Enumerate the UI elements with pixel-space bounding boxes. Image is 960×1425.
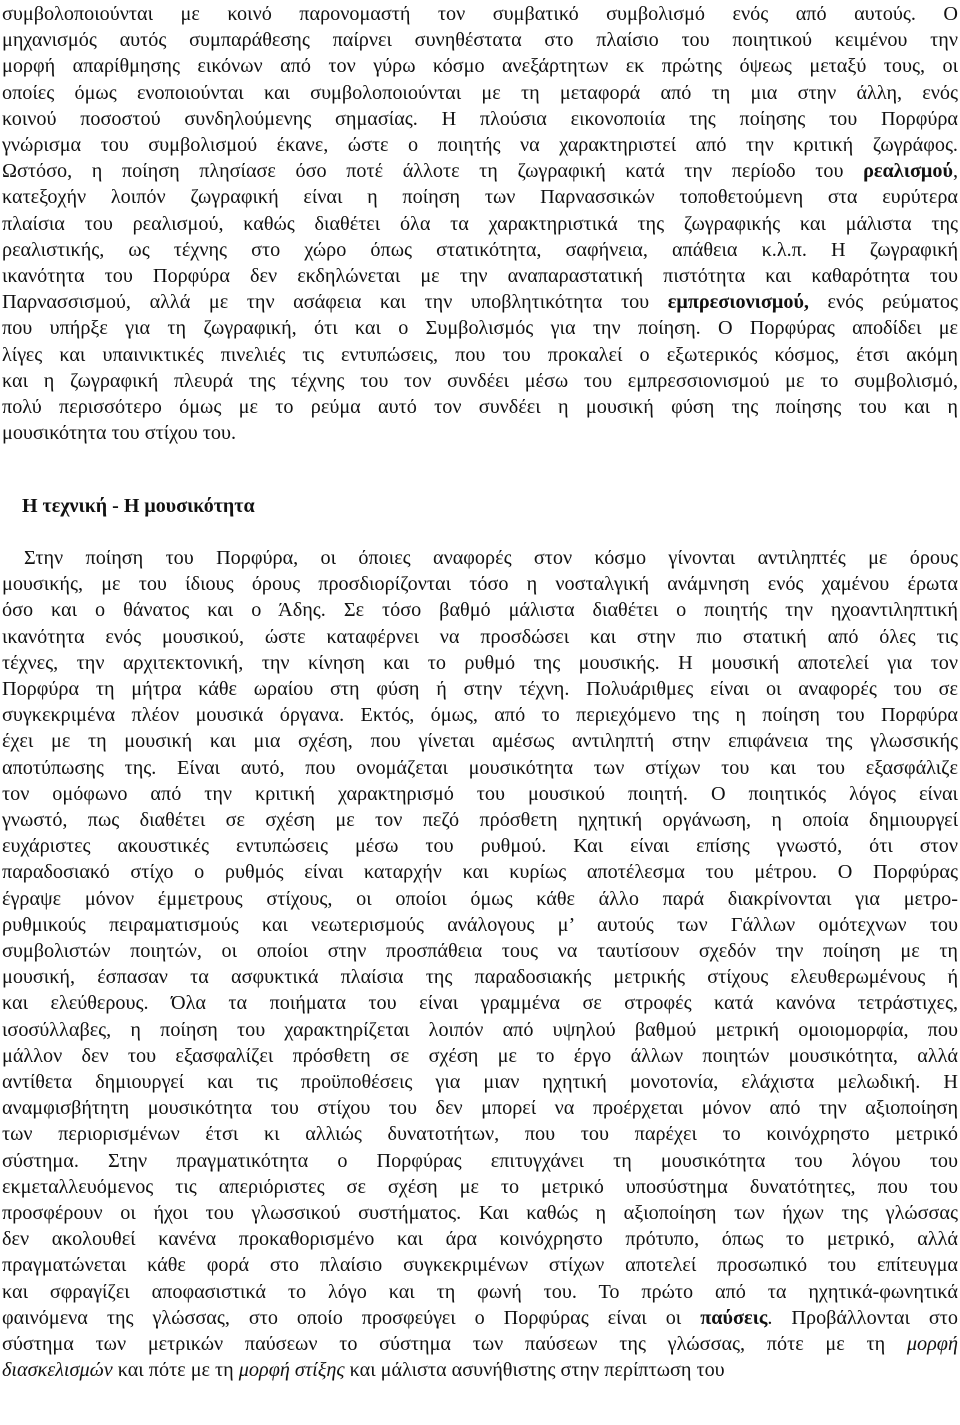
- text-segment: τέχνες, την αρχιτεκτονική, την κίνηση και το ρυθμό της μουσικής. Η μουσική αποτελεί για τον: [2, 651, 958, 674]
- text-line: [2, 211, 960, 237]
- text-line: [2, 912, 960, 938]
- text-segment: συμβολιστών ποιητών, οι οποίοι στην προσπάθεια τους να ταυτίσουν σχεδόν την ποίηση με τη: [2, 940, 958, 962]
- text-segment: και σφραγίζει αποφασιστικά το λόγο και τη φωνή του. Το πρώτο από τα ηχητικά-φωνητικά: [2, 1280, 958, 1303]
- text-line: [2, 964, 960, 990]
- text-line: [2, 368, 960, 394]
- text-segment: μάλλον δεν του εξασφαλίζει πρόσθετη σε σχέση με το έργο άλλων ποιητών μουσικότητα, αλλά: [2, 1044, 958, 1067]
- bold-term: εμπρεσιονισμού,: [667, 291, 809, 314]
- text-segment: μουσικότητα του στίχου του.: [2, 422, 237, 445]
- text-segment: κατεξοχήν λοιπόν ζωγραφική είναι η ποίηση των Παρνασσικών τοποθετούμενη στα ευρύτερα: [2, 186, 958, 209]
- text-segment: Παρνασσισμού, αλλά με την ασάφεια και την υποβλητικότητα του: [2, 291, 668, 314]
- text-line: [2, 1, 960, 27]
- text-segment: και πότε με τη: [112, 1359, 239, 1382]
- text-segment: πολύ περισσότερο όμως με το ρεύμα αυτό τον συνδέει η μουσική φύση της ποίησης του και η: [2, 396, 958, 418]
- text-segment: αναμφισβήτητη μουσικότητα του στίχου του δεν μπορεί να προέρχεται μόνον από την αξιοποίηση: [2, 1097, 958, 1120]
- text-segment: φαινόμενα της γλώσσας, στο οποίο προσφεύγει ο Πορφύρας είναι οι: [2, 1306, 701, 1329]
- text-segment: δεν ακολουθεί κανένα προκαθορισμένο και άρα κοινόχρηστο πρότυπο, όπως το μετρικό, αλλά: [2, 1228, 958, 1251]
- text-segment: αντίθετα δημιουργεί και τις προϋποθέσεις για μιαν ηχητική μονοτονία, ελάχιστα μελωδική. Η: [2, 1071, 958, 1093]
- bold-term: παύσεις: [700, 1306, 768, 1329]
- text-segment: κοινού ποσοστού συνδηλούμενης σημασίας. Η πλούσια εικονοποιία της ποίησης του Πορφύρα: [2, 107, 958, 130]
- text-line: [2, 237, 960, 263]
- text-line: [2, 990, 960, 1016]
- text-line: [2, 1200, 960, 1226]
- text-line: [2, 342, 960, 368]
- text-segment: γνώρισμα του συμβολισμού έκανε, ώστε ο ποιητής να χαρακτηριστεί από την κριτική ζωγράφος.: [2, 134, 958, 156]
- text-segment: παραδοσιακό στίχο ο ρυθμός είναι καταρχήν και κυρίως αποτέλεσμα του μέτρου. Ο Πορφύρας: [2, 861, 958, 884]
- text-segment: έχει με τη μουσική και μια σχέση, που γίνεται αμέσως αντιληπτή στην επιφάνεια της γλωσσικής: [2, 730, 958, 753]
- text-line: [2, 158, 960, 184]
- text-line: [2, 394, 960, 420]
- text-line: [2, 755, 960, 781]
- text-segment: αποτύπωσης της. Είναι αυτό, που ονομάζεται μουσικότητα των στίχων του και του εξασφάλιζε: [2, 756, 958, 779]
- text-line: [2, 1305, 960, 1331]
- section-heading: Η τεχνική - Η μουσικότητα: [22, 495, 255, 517]
- text-segment: μηχανισμός αυτός συμπαράθεσης παίρνει συνηθέστατα στο πλαίσιο του ποιητικού κειμένου την: [2, 29, 958, 52]
- text-line: [2, 571, 960, 597]
- text-segment: . Προβάλλονται στο: [767, 1306, 958, 1329]
- text-segment: συγκεκριμένα πλέον μουσικά όργανα. Εκτός, όμως, από το περιεχόμενο της η ποίηση του Πορφύρα: [2, 704, 958, 727]
- text-line: [2, 1252, 960, 1278]
- text-segment: μορφή απαρίθμησης εικόνων από τον γύρω κόσμο ανεξάρτητων εκ πρώτης όψεως μεταξύ τους, οι: [2, 55, 958, 78]
- text-segment: συμβολοποιούνται με κοινό παρονομαστή τον συμβατικό συμβολισμό ενός από αυτούς. Ο: [2, 3, 958, 25]
- text-segment: που υπήρξε για τη ζωγραφική, ότι και ο Συμβολισμός για την ποίηση. Ο Πορφύρας αποδίδει με: [2, 317, 958, 340]
- text-line: [2, 263, 960, 289]
- text-segment: σύστημα. Στην πραγματικότητα ο Πορφύρας επιτυγχάνει τη μουσικότητα του λόγου του: [2, 1149, 958, 1172]
- text-line: [2, 315, 960, 341]
- text-segment: όσο και ο θάνατος και ο Άδης. Σε τόσο βαθμό μάλιστα διαθέτει ο ποιητής την ηχοαντιληπτική: [2, 599, 958, 622]
- text-line: [2, 27, 960, 53]
- text-segment: Ωστόσο, η ποίηση πλησίασε όσο ποτέ άλλοτε τη ζωγραφική κατά την περίοδο του: [2, 160, 864, 183]
- text-segment: μουσική, έσπασαν τα ασφυκτικά πλαίσια της παραδοσιακής μετρικής στίχους ελευθερωμένους ή: [2, 966, 958, 989]
- text-segment: μουσικής, με του ίδιους όρους προσδιορίζονται τόσο η νοσταλγική ανάμνηση ενός χαμένου έρωτα: [2, 573, 958, 596]
- text-segment: και η ζωγραφική πλευρά της τέχνης του τον συνδέει μέσω του εμπρεσσιονισμού με το συμβολισμό,: [2, 369, 958, 392]
- text-segment: ικανότητα του Πορφύρα δεν εκδηλώνεται με την αναπαραστατική πιστότητα και καθαρότητα του: [2, 265, 958, 287]
- text-line: [2, 80, 960, 106]
- text-segment: ,: [952, 160, 958, 183]
- text-segment: των περιορισμένων έτσι κι αλλιώς δυνατοτήτων, που του παρέχει το κοινόχρηστο μετρικό: [2, 1123, 958, 1146]
- text-segment: ρεαλιστικής, ως τέχνης στο χώρο όπως στατικότητα, σαφήνεια, απάθεια κ.λ.π. Η ζωγραφική: [2, 238, 958, 261]
- text-line: [2, 1174, 960, 1200]
- text-segment: ρυθμικούς πειραματισμούς και νεωτερισμούς ανάλογους μ’ αυτούς των Γάλλων ομότεχνων του: [2, 913, 958, 936]
- text-segment: λίγες και υπαινικτικές πινελιές τις εντυπώσεις, που του προκαλεί ο εξωτερικός κόσμος, έτσι ακόμη: [2, 343, 958, 366]
- text-segment: πραγματώνεται κάθε φορά στο πλαίσιο συγκεκριμένων στίχων αποτελεί προσωπικό του επίτευγμα: [2, 1254, 958, 1277]
- text-line: [2, 1279, 960, 1305]
- text-segment: έγραψε μόνον έμμετρους στίχους, οι οποίοι όμως κάθε άλλο παρά διακρίνονται για μετρο-: [2, 887, 958, 910]
- italic-term: διασκελισμών: [2, 1359, 113, 1382]
- text-line: [2, 807, 960, 833]
- text-line: [2, 1148, 960, 1174]
- text-line: [2, 833, 960, 859]
- text-line: [2, 650, 960, 676]
- text-line: [2, 676, 960, 702]
- text-segment: ικανότητα ενός μουσικού, ώστε καταφέρνει να προσδώσει και στην πιο στατική από όλες τις: [2, 625, 958, 648]
- text-segment: σύστημα των μετρικών παύσεων το σύστημα των παύσεων της γλώσσας, πότε με τη: [2, 1333, 907, 1355]
- text-line: [24, 545, 960, 571]
- text-line: [2, 1226, 960, 1252]
- text-line: [2, 859, 960, 885]
- italic-term: μορφή στίξης: [238, 1359, 345, 1382]
- text-line: [2, 597, 960, 623]
- text-line: [2, 1357, 960, 1383]
- text-segment: γνωστό, πως διαθέτει σε σχέση με τον πεζό πρόσθετη ηχητική οργάνωση, η οποία δημιουργεί: [2, 809, 958, 831]
- text-line: [2, 1043, 960, 1069]
- text-line: [2, 781, 960, 807]
- text-line: [2, 53, 960, 79]
- text-line: [2, 132, 960, 158]
- bold-term: ρεαλισμού: [863, 160, 953, 183]
- text-segment: προσφέρουν οι ήχοι του γλωσσικού συστήματος. Και καθώς η αξιοποίηση των ήχων της γλώσσας: [2, 1202, 958, 1224]
- text-line: [2, 184, 960, 210]
- text-line: [2, 1069, 960, 1095]
- text-line: [2, 1121, 960, 1147]
- text-line: [2, 1017, 960, 1043]
- text-segment: ευχάριστες ακουστικές εντυπώσεις μέσω του ρυθμού. Και είναι επίσης γνωστό, ότι στον: [2, 835, 958, 858]
- text-segment: εκμεταλλευόμενος τις απεριόριστες σε σχέση με το μετρικό υποσύστημα δυνατότητες, που του: [2, 1175, 958, 1198]
- text-segment: οποίες όμως ενοποιούνται και συμβολοποιούνται με τη μεταφορά από τη μια στην άλλη, ενός: [2, 81, 958, 104]
- text-line: [2, 938, 960, 964]
- text-segment: ισοσύλλαβες, η ποίηση του χαρακτηρίζεται λοιπόν από υψηλού βαθμού μετρική ομοιομορφία, που: [2, 1018, 958, 1041]
- text-line: [2, 886, 960, 912]
- text-segment: και μάλιστα ασυνήθιστης στην περίπτωση του: [344, 1359, 725, 1382]
- text-line: [2, 106, 960, 132]
- text-line: [2, 702, 960, 728]
- text-line: [2, 289, 960, 315]
- text-segment: πλαίσια του ρεαλισμού, καθώς διαθέτει όλα τα χαρακτηριστικά της ζωγραφικής και μάλιστα της: [2, 212, 958, 235]
- text-segment: Στην ποίηση του Πορφύρα, οι όποιες αναφορές στον κόσμο γίνονται αντιληπτές με όρους: [24, 547, 958, 569]
- italic-term: μορφή: [906, 1333, 958, 1355]
- text-line: [2, 1331, 960, 1357]
- text-segment: και ελεύθερους. Όλα τα ποιήματα του είναι γραμμένα σε στροφές κατά κανόνα τετράστιχες,: [2, 992, 958, 1015]
- text-line: [2, 728, 960, 754]
- text-segment: Πορφύρα τη μήτρα κάθε ωραίου στη φύση ή στην τέχνη. Πολυάριθμες είναι οι αναφορές του σε: [2, 678, 958, 700]
- text-line: [2, 420, 960, 446]
- text-line: [2, 1095, 960, 1121]
- text-segment: ενός ρεύματος: [808, 291, 958, 314]
- text-segment: τον ομόφωνο από την κριτική χαρακτηρισμό του μουσικού ποιητή. Ο ποιητικός λόγος είναι: [2, 782, 958, 805]
- text-line: [2, 624, 960, 650]
